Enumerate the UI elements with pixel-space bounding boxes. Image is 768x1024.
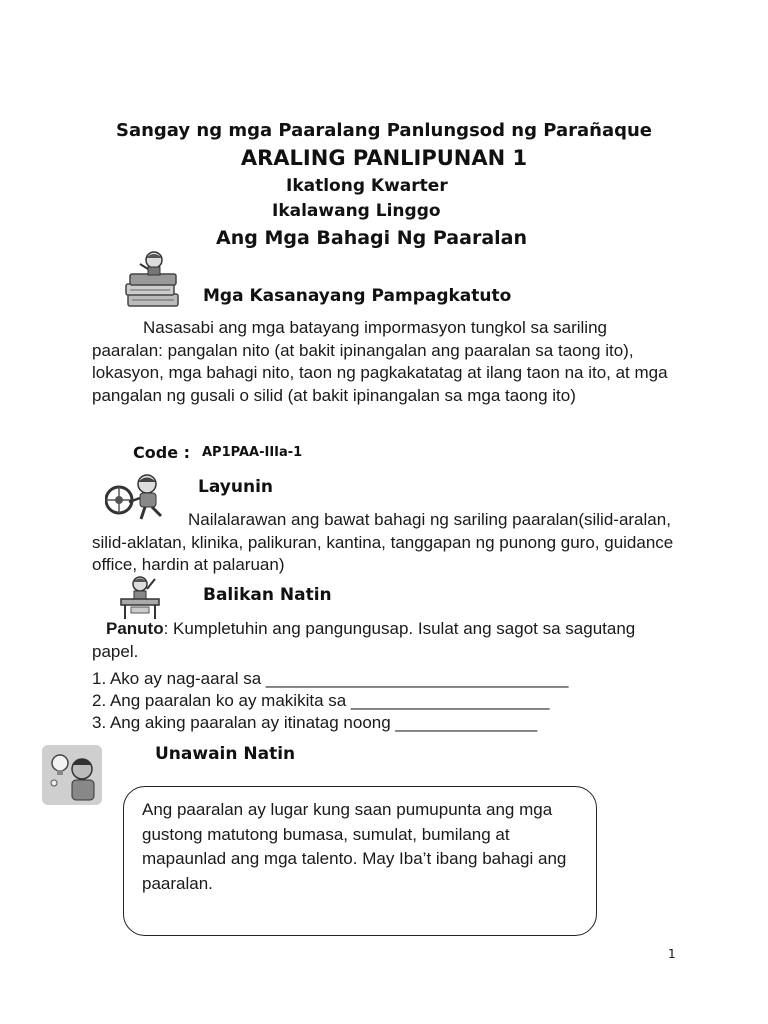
week-heading: Ikalawang Linggo xyxy=(272,201,441,221)
competency-heading: Mga Kasanayang Pampagkatuto xyxy=(203,286,512,306)
instruction-label: Panuto xyxy=(106,619,164,638)
idea-student-icon xyxy=(42,745,102,805)
code-label: Code : xyxy=(133,443,191,462)
page-number: 1 xyxy=(668,947,676,961)
quarter-heading: Ikatlong Kwarter xyxy=(286,176,448,196)
objective-heading: Layunin xyxy=(198,477,273,497)
review-item-1: 1. Ako ay nag-aaral sa ________________________________ xyxy=(92,669,569,688)
subject-heading: ARALING PANLIPUNAN 1 xyxy=(240,146,528,170)
objective-indent: Nailalarawan ang bawat bahagi ng sariling xyxy=(188,510,508,529)
division-heading: Sangay ng mga Paaralang Panlungsod ng Parañaque xyxy=(115,120,653,141)
concept-text: Ang paaralan ay lugar kung saan pumupunta ang mga gustong matutong bumasa, sumulat, bumilang at mapaunlad ang mga talento. May Iba’t ibang bahagi ang paaralan. xyxy=(142,800,567,893)
competency-body: sariling paaralan: pangalan nito (at bakit ipinangalan ang paaralan sa taong ito), lokasyon, mga bahagi nito, taon ng pagkakatatag at ilang taon na ito, at mga pangalan ng gusali o silid (at bakit ipinangalan sa mga taong ito) xyxy=(92,318,668,405)
objective-body: paaralan(silid-aralan, silid-aklatan, klinika, palikuran, kantina, tanggapan ng punong guro, guidance office, hardin at palaruan) xyxy=(92,510,674,574)
code-value: AP1PAA-IIIa-1 xyxy=(202,445,303,460)
books-student-icon xyxy=(122,250,184,310)
objective-text xyxy=(92,509,692,577)
review-item-2: 2. Ang paaralan ko ay makikita sa _____________________ xyxy=(92,691,550,710)
instruction xyxy=(92,618,652,663)
review-item-3: 3. Ang aking paaralan ay itinatag noong _______________ xyxy=(92,713,538,732)
instruction-text: : Kumpletuhin ang pangungusap. Isulat ang sagot sa sagutang papel. xyxy=(92,619,636,661)
understand-heading: Unawain Natin xyxy=(155,744,296,764)
competency-text xyxy=(92,317,672,407)
desk-student-icon xyxy=(117,575,163,621)
lesson-title: Ang Mga Bahagi Ng Paaralan xyxy=(216,227,527,249)
competency-indent: Nasasabi ang mga batayang impormasyon tungkol sa xyxy=(143,318,549,337)
review-heading: Balikan Natin xyxy=(203,585,332,605)
